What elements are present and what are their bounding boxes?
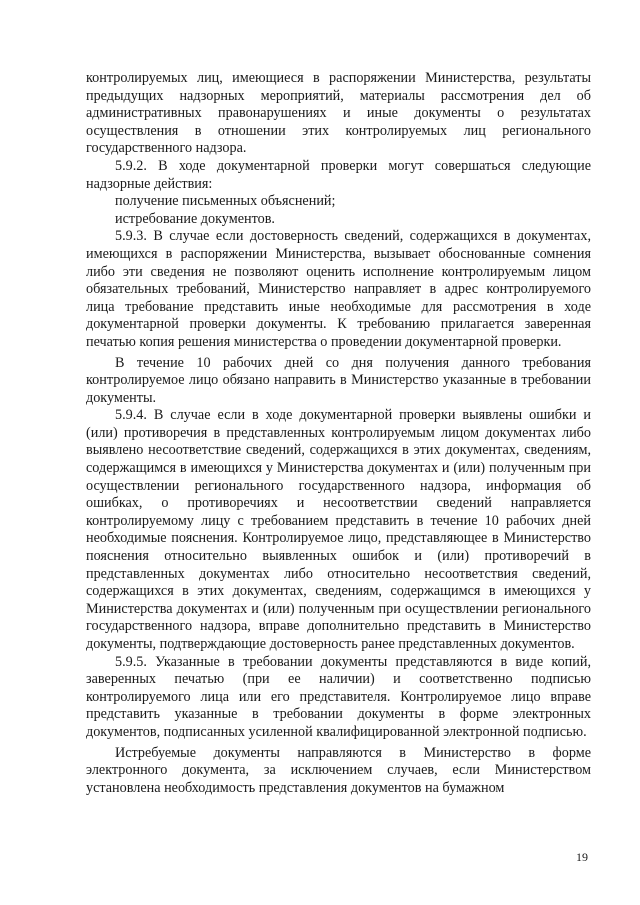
- body-text: [86, 70, 591, 797]
- paragraph-5-9-3: 5.9.3. В случае если достоверность сведений, содержащихся в документах, имеющихся в распоряжении Министерства, вызывает обоснованные сомнения либо эти сведения не позволяют оценить исполнение контролируемым лицом обязательных требований, Министерство направляет в адрес контролируемого лица требование представить иные необходимые для рассмотрения в ходе документарной проверки документы. К требованию прилагается заверенная печатью копия решения министерства о проведении документарной проверки.: [86, 228, 591, 350]
- paragraph-continuation: контролируемых лиц, имеющиеся в распоряжении Министерства, результаты предыдущих надзорных мероприятий, материалы рассмотрения дел об административных правонарушениях и иные документы о результатах осуществления в отношении этих контролируемых лиц регионального государственного надзора.: [86, 70, 591, 157]
- list-item-documents: истребование документов.: [115, 210, 275, 227]
- paragraph-5-9-2: 5.9.2. В ходе документарной проверки могут совершаться следующие надзорные действия:: [86, 157, 591, 192]
- paragraph-deadline: В течение 10 рабочих дней со дня получения данного требования контролируемое лицо обязано направить в Министерство указанные в требовании документы.: [86, 354, 591, 406]
- paragraph-electronic-form: Истребуемые документы направляются в Министерство в форме электронного документа, за исключением случаев, если Министерством установлена необходимость представления документов на бумажном: [86, 744, 591, 796]
- list-item-explanations: получение письменных объяснений;: [115, 193, 336, 210]
- page-number: 19: [576, 850, 588, 864]
- paragraph-5-9-4: 5.9.4. В случае если в ходе документарной проверки выявлены ошибки и (или) противоречия в представленных контролируемым лицом документах либо выявлено несоответствие сведений, содержащихся в этих документах, сведениям, содержащимся в имеющихся у Министерства документах и (или) полученным при осуществлении регионального государственного надзора, информация об ошибках, о противоречиях и несоответствии сведений направляется контролируемому лицу с требованием представить в течение 10 рабочих дней необходимые пояснения. Контролируемое лицо, представляющее в Министерство пояснения относительно выявленных ошибок и (или) противоречий в представленных документах либо относительно несоответствия сведений, содержащихся в этих документах, сведениям, содержащимся в имеющихся у Министерства документах и (или) полученным при осуществлении регионального государственного надзора, вправе дополнительно представить в Министерство документы, подтверждающие достоверность ранее представленных документов.: [86, 407, 591, 652]
- paragraph-5-9-5: 5.9.5. Указанные в требовании документы представляются в виде копий, заверенных печатью (при ее наличии) и соответственно подписью контролируемого лица или его представителя. Контролируемое лицо вправе представить указанные в требовании документы в форме электронных документов, подписанных усиленной квалифицированной электронной подписью.: [86, 653, 591, 740]
